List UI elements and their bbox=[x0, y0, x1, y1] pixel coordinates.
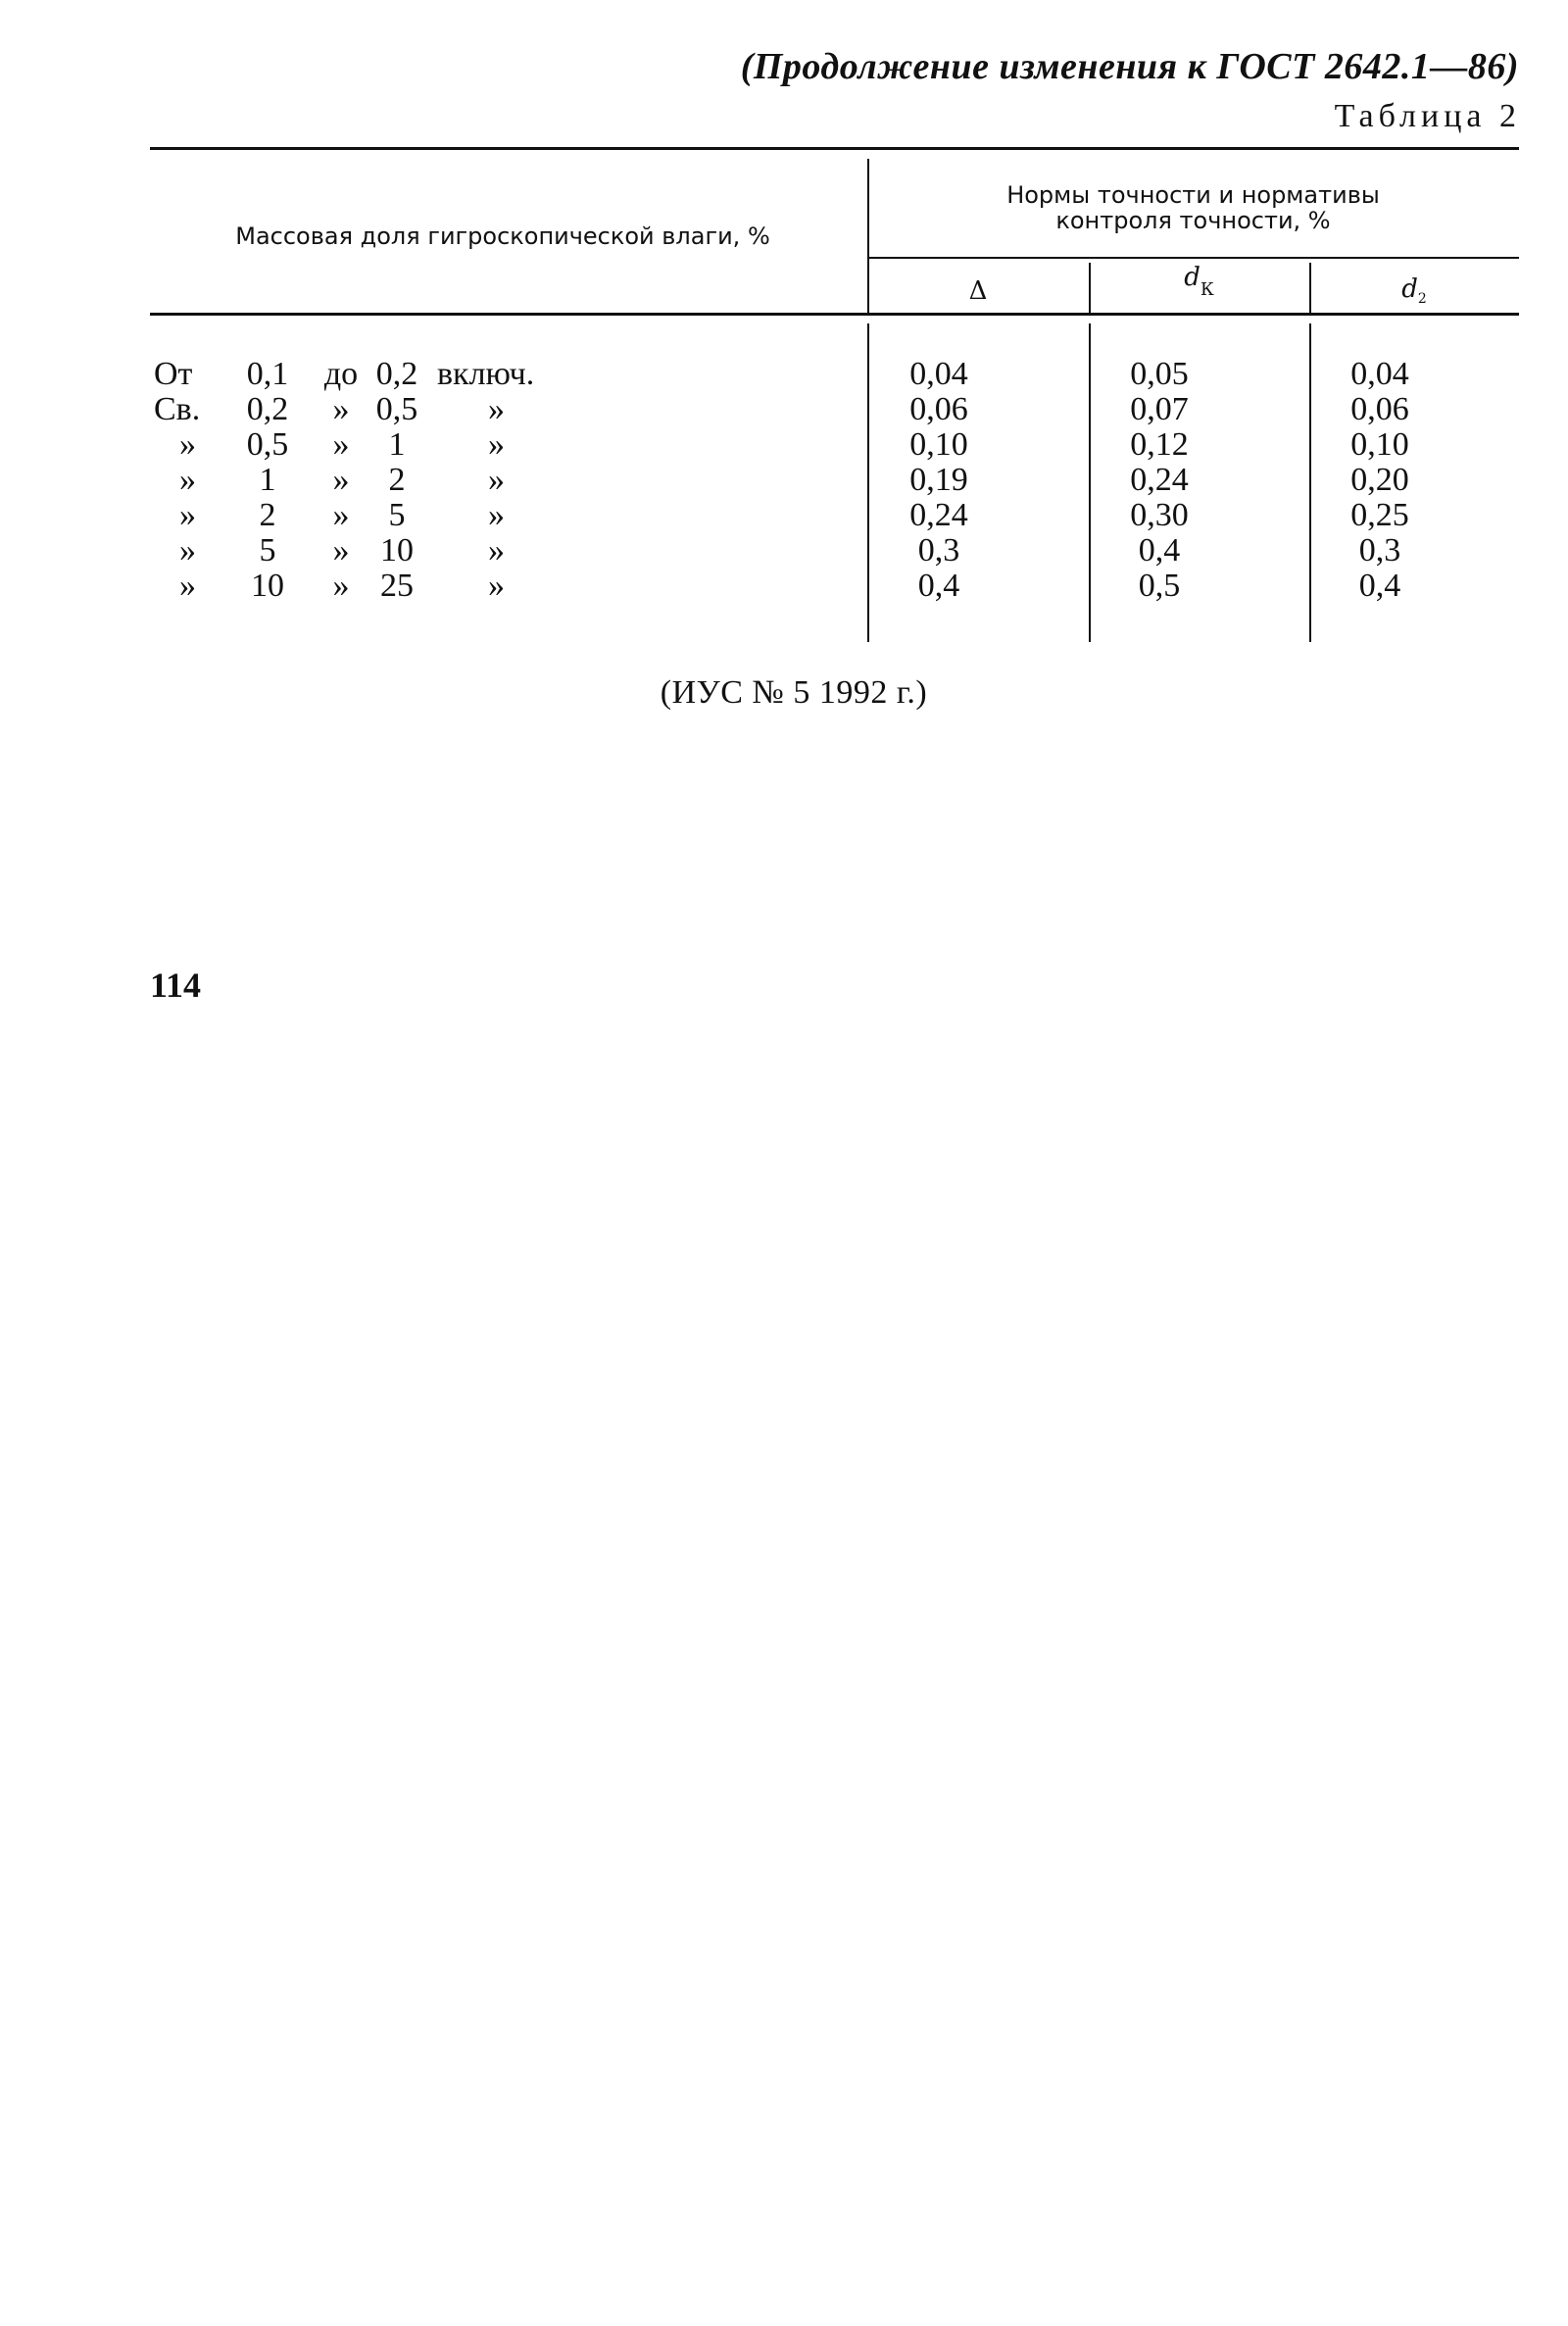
value-delta: 0,3 bbox=[917, 532, 960, 569]
table-row bbox=[150, 357, 1519, 392]
page-number: 114 bbox=[150, 965, 202, 1005]
range-connector: » bbox=[332, 568, 350, 604]
value-dk: 0,5 bbox=[1138, 568, 1181, 604]
subheader-delta: Δ bbox=[968, 276, 988, 306]
range-to: 25 bbox=[380, 568, 414, 604]
range-from: 0,2 bbox=[246, 391, 289, 427]
range-from: 0,1 bbox=[246, 356, 289, 392]
group-header-line1: Нормы точности и нормативы bbox=[1006, 181, 1380, 209]
value-delta: 0,04 bbox=[909, 356, 968, 392]
value-d2: 0,20 bbox=[1350, 462, 1409, 498]
amendment-note: (ИУС № 5 1992 г.) bbox=[660, 674, 928, 711]
range-suffix: включ. bbox=[437, 356, 535, 392]
value-d2: 0,10 bbox=[1350, 426, 1409, 463]
range-to: 1 bbox=[388, 426, 406, 463]
value-dk: 0,30 bbox=[1130, 497, 1189, 533]
subheader-d2: $d_2$ bbox=[1401, 274, 1427, 307]
value-delta: 0,06 bbox=[909, 391, 968, 427]
range-from: 0,5 bbox=[246, 426, 289, 463]
range-connector: » bbox=[332, 426, 350, 463]
value-delta: 0,4 bbox=[917, 568, 960, 604]
range-to: 2 bbox=[388, 462, 406, 498]
value-d2: 0,3 bbox=[1358, 532, 1401, 569]
range-from: 5 bbox=[259, 532, 276, 569]
range-prefix: » bbox=[179, 532, 196, 569]
value-delta: 0,24 bbox=[909, 497, 968, 533]
value-dk: 0,4 bbox=[1138, 532, 1181, 569]
value-delta: 0,19 bbox=[909, 462, 968, 498]
subheader-dk: $d_К$ bbox=[1184, 263, 1214, 300]
value-d2: 0,25 bbox=[1350, 497, 1409, 533]
value-d2: 0,04 bbox=[1350, 356, 1409, 392]
range-suffix: » bbox=[488, 532, 505, 569]
value-delta: 0,10 bbox=[909, 426, 968, 463]
column-header-moisture: Массовая доля гигроскопической влаги, % bbox=[235, 223, 770, 250]
table-row bbox=[150, 463, 1519, 498]
table-label: Таблица 2 bbox=[1334, 98, 1521, 134]
range-suffix: » bbox=[488, 462, 505, 498]
range-prefix: » bbox=[179, 497, 196, 533]
range-suffix: » bbox=[488, 568, 505, 604]
range-prefix: Св. bbox=[154, 391, 201, 427]
value-d2: 0,06 bbox=[1350, 391, 1409, 427]
range-to: 10 bbox=[380, 532, 414, 569]
range-connector: до bbox=[323, 356, 359, 392]
range-connector: » bbox=[332, 391, 350, 427]
range-prefix: » bbox=[179, 426, 196, 463]
range-connector: » bbox=[332, 462, 350, 498]
group-header-divider bbox=[867, 257, 1519, 259]
value-d2: 0,4 bbox=[1358, 568, 1401, 604]
header-bottom-border bbox=[150, 313, 1519, 316]
range-from: 10 bbox=[251, 568, 284, 604]
range-connector: » bbox=[332, 532, 350, 569]
range-prefix: » bbox=[179, 568, 196, 604]
table-body bbox=[150, 357, 1519, 604]
table-row bbox=[150, 569, 1519, 604]
range-suffix: » bbox=[488, 497, 505, 533]
value-dk: 0,07 bbox=[1130, 391, 1189, 427]
range-connector: » bbox=[332, 497, 350, 533]
table-top-border bbox=[150, 147, 1519, 150]
continuation-title: (Продолжение изменения к ГОСТ 2642.1—86) bbox=[740, 46, 1519, 87]
group-header-line2: контроля точности, % bbox=[1055, 207, 1331, 234]
range-suffix: » bbox=[488, 426, 505, 463]
data-table bbox=[150, 147, 1519, 642]
value-dk: 0,24 bbox=[1130, 462, 1189, 498]
range-prefix: » bbox=[179, 462, 196, 498]
table-row bbox=[150, 427, 1519, 463]
table-row bbox=[150, 392, 1519, 427]
value-dk: 0,12 bbox=[1130, 426, 1189, 463]
table-row bbox=[150, 498, 1519, 533]
range-to: 0,5 bbox=[375, 391, 418, 427]
range-from: 2 bbox=[259, 497, 276, 533]
range-to: 5 bbox=[388, 497, 406, 533]
value-dk: 0,05 bbox=[1130, 356, 1189, 392]
table-row bbox=[150, 533, 1519, 569]
range-prefix: От bbox=[154, 356, 193, 392]
range-from: 1 bbox=[259, 462, 276, 498]
range-suffix: » bbox=[488, 391, 505, 427]
range-to: 0,2 bbox=[375, 356, 418, 392]
